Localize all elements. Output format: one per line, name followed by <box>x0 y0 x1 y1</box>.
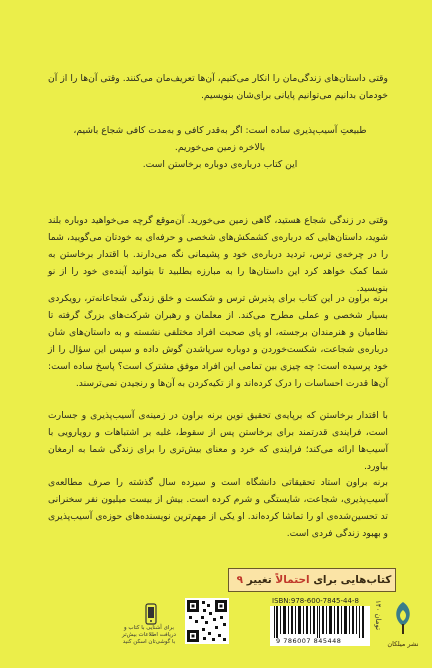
barcode-digits: 9 786007 845448 <box>276 637 342 645</box>
qr-caption: برای آشنایی با کتاب و دریافت اطلاعات بیش‌تر با گوشی‌تان اسکن کنید <box>122 625 176 645</box>
publisher-name: نشر میلکان <box>387 640 419 648</box>
paragraph-text: برنه براون استاد تحقیقاتی دانشگاه است و سیزده سال گذشته را صرف مطالعه‌ی آسیب‌پذیری، شجاعت، شایستگی و شرم کرده است. بیش از بیست میلیون نفر سخنرانی تد تحسین‌شده‌ی او را تماشا کرده‌اند. او یکی از مهم‌ترین نویسنده‌های حوزه‌ی آسیب‌پذیری و بهبود زندگی فردی است. <box>48 477 388 539</box>
series-prefix: کتاب‌هایی برای <box>313 574 392 586</box>
intro-paragraph <box>48 70 388 104</box>
price-label: ۱۴۰ تومان <box>374 600 382 631</box>
qr-code <box>185 598 229 644</box>
quote-block <box>60 122 380 173</box>
series-suffix: تغییر <box>246 574 272 586</box>
series-number: ۹ <box>236 574 244 586</box>
intro-text: وقتی داستان‌های زندگی‌مان را انکار می‌کنیم، آن‌ها تعریف‌مان می‌کنند. وقتی آن‌ها را از آن خودمان بدانیم می‌توانیم پایانی برای‌شان بنویسیم. <box>48 73 388 101</box>
paragraph-text: وقتی در زندگی شجاع هستید، گاهی زمین می‌خورید. آن‌موقع گرچه می‌خواهید دوباره بلند شوید، داستان‌هایی که درباره‌ی کشمکش‌های شخصی و حرفه‌ای به خودتان می‌گویید، شما را در چرخه‌ی ترس، تردید درباره‌ی خود و پشیمانی نگه می‌دارند. با اقتدار برخاستن به شما کمک خواهد کرد این داستان‌ها را به مبارزه بطلبید تا بتوانید آینده‌ی خود را از نو بنویسید. <box>48 215 388 294</box>
phone-icon <box>145 603 157 625</box>
body-paragraph <box>48 212 388 297</box>
paragraph-text: برنه براون در این کتاب برای پذیرش ترس و شکست و خلق زندگی شجاعانه‌تر، رویکردی بسیار شخصی و عملی مطرح می‌کند. از معلمان و رهبران شرکت‌های بزرگ گرفته تا نظامیان و هنرمندان برجسته، او پای صحبت افراد مختلفی نشسته و به داستان‌های شان درباره‌ی شجاعت، شکست‌خوردن و دوباره سرپاشدن گوش داده و سپس این سؤال را از خود پرسیده است: چه چیزی بین تمامی این افراد موفق مشترک است؟ پاسخ ساده است: آن‌ها قدرت احساسات را درک کرده‌اند و از تکیه‌کردن به آن‌ها و رنجیدن نمی‌ترسند. <box>48 293 388 389</box>
quote-line: طبیعتِ آسیب‌پذیری ساده است: اگر به‌قدر کافی و به‌مدت کافی شجاع باشیم، <box>73 125 367 136</box>
publisher-logo <box>388 600 418 640</box>
body-paragraph <box>48 290 388 392</box>
series-highlight: احتمالاً <box>275 574 310 586</box>
author-bio-paragraph <box>48 474 388 542</box>
paragraph-text: با اقتدار برخاستن که برپایه‌ی تحقیق نوین برنه براون در زمینه‌ی آسیب‌پذیری و جسارت است، فرایندی قدرتمند برای برخاستن پس از سقوط، غلبه بر اشتباهات و رویارویی با آسیب‌ها ارائه می‌کند؛ فرایندی که خرد و معنای بیش‌تری را برای زندگی شما به ارمغان بیاورد. <box>48 410 388 472</box>
quote-line: بالاخره زمین می‌خوریم. <box>174 142 266 153</box>
isbn-label: ISBN:978-600-7845-44-8 <box>272 597 359 605</box>
quote-line: این کتاب درباره‌ی دوباره برخاستن است. <box>142 159 298 170</box>
series-banner <box>228 568 396 592</box>
body-paragraph <box>48 407 388 475</box>
